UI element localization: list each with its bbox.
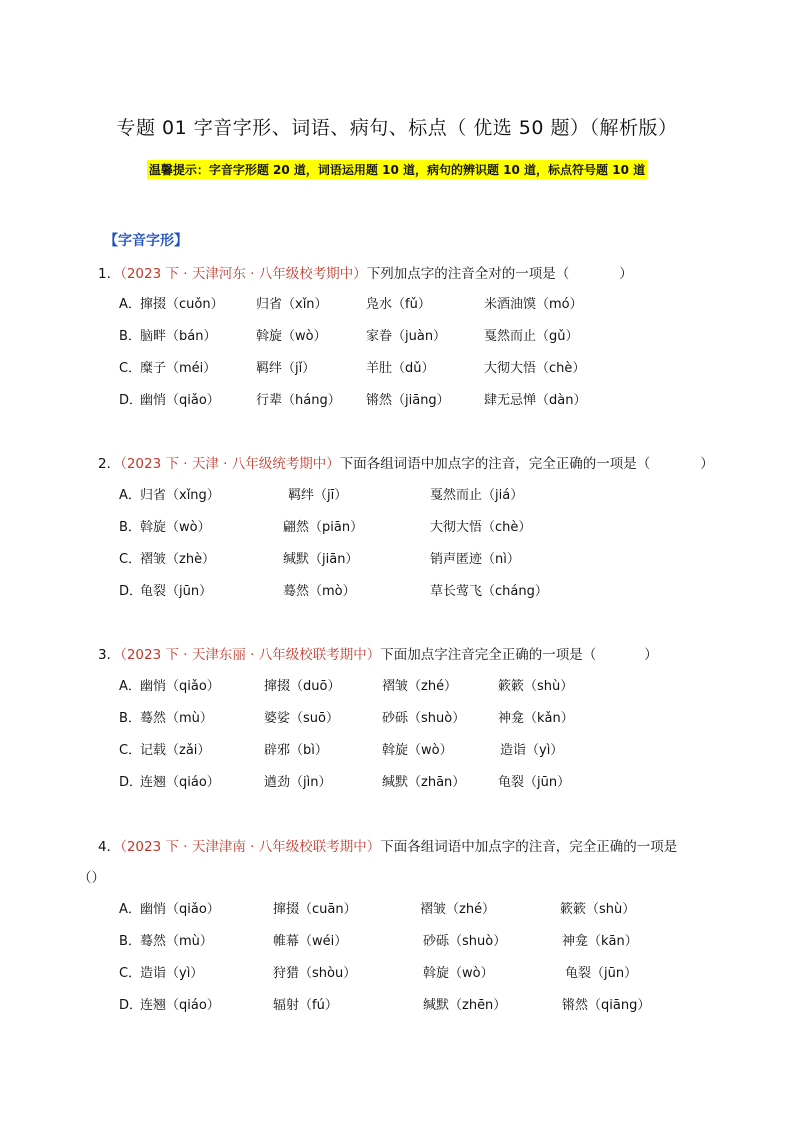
option-item: 造诣（yì） [500,743,564,758]
option-item: 缄默（zhān） [382,775,466,790]
option-item: 缄默（zhēn） [423,998,507,1013]
option-item: 砂砾（shuò） [423,934,507,949]
option-item: 婆娑（suō） [264,711,339,726]
question-number: 2． [98,456,121,472]
option-item: 龟裂（jūn） [498,775,571,790]
option-item: 连翘（qiáo） [140,998,220,1013]
option-item: 凫水（fǔ） [366,297,431,312]
option-item: 幽悄（qiǎo） [140,393,220,408]
option-label: B． [119,520,141,535]
option-item: 米酒油馍（mó） [484,297,583,312]
option-item: 归省（xǐng） [140,488,220,503]
option-label: C． [119,743,142,758]
option-label: A． [119,679,141,694]
option-item: 戛然而止（gǔ） [484,329,579,344]
option-label: A． [119,297,141,312]
blank-close: ） [644,647,658,663]
tip-banner: 温馨提示：字音字形题 20 道，词语运用题 10 道，病句的辨识题 10 道，标点符号题 10 道 [147,160,647,179]
option-item: 撺掇（cuǒn） [140,297,224,312]
question-4-blank-line [78,866,105,886]
blank-close: ） [619,266,633,282]
option-label: A． [119,902,141,917]
option-label: A． [119,488,141,503]
question-text: 下面各组词语中加点字的注音，完全正确的一项是（ [339,456,651,472]
option-item: 蓦然（mò） [283,584,356,599]
option-item: 辟邪（bì） [264,743,328,758]
option-item: 戛然而止（jiá） [430,488,524,503]
option-label: D． [119,998,143,1013]
option-item: 褶皱（zhé） [382,679,458,694]
question-source: （2023 下 · 天津津南 · 八年级校联考期中） [120,839,381,855]
section-heading: 【字音字形】 [104,233,188,249]
option-label: B． [119,711,141,726]
option-label: D． [119,775,143,790]
option-item: 羊肚（dǔ） [366,361,435,376]
question-3 [98,643,658,663]
question-source: （2023 下 · 天津东丽 · 八年级校联考期中） [120,647,381,663]
option-label: C． [119,966,142,981]
option-item: 辐射（fú） [273,998,338,1013]
option-item: 斡旋（wò） [256,329,327,344]
option-item: 记载（zǎi） [140,743,211,758]
option-item: 归省（xǐn） [256,297,328,312]
option-item: 撺掇（duō） [264,679,341,694]
option-item: 斡旋（wò） [140,520,211,535]
option-item: 龟裂（jūn） [140,584,213,599]
question-text: 下面各组词语中加点字的注音，完全正确的一项是 [380,839,678,855]
option-item: 销声匿迹（nì） [430,552,520,567]
option-item: 造诣（yì） [140,966,204,981]
question-1 [98,262,633,282]
option-label: B． [119,934,141,949]
option-item: 褶皱（zhè） [140,552,216,567]
question-number: 4． [98,839,121,855]
option-item: 幽悄（qiǎo） [140,679,220,694]
option-item: 遒劲（jìn） [264,775,332,790]
question-number: 1． [98,266,121,282]
option-item: 狩猎（shòu） [273,966,357,981]
option-item: 连翘（qiáo） [140,775,220,790]
option-item: 蓦然（mù） [140,711,213,726]
option-item: 糜子（méi） [140,361,217,376]
option-item: 帷幕（wéi） [273,934,348,949]
option-item: 锵然（qiāng） [562,998,651,1013]
option-item: 簌簌（shù） [560,902,636,917]
option-label: D． [119,393,143,408]
question-text: 下列加点字的注音全对的一项是（ [366,266,570,282]
option-item: 大彻大悟（chè） [484,361,586,376]
option-item: 大彻大悟（chè） [430,520,532,535]
option-item: 肆无忌惮（dàn） [484,393,587,408]
option-item: 羁绊（jī） [288,488,348,503]
option-item: 斡旋（wò） [382,743,453,758]
question-2 [98,452,714,472]
blank-open: （ [78,870,92,886]
option-label: C． [119,361,142,376]
option-item: 簌簌（shù） [498,679,574,694]
option-item: 褶皱（zhé） [420,902,496,917]
option-item: 草长莺飞（cháng） [430,584,548,599]
option-item: 缄默（jiān） [283,552,359,567]
question-source: （2023 下 · 天津 · 八年级统考期中） [120,456,340,472]
option-label: D． [119,584,143,599]
option-item: 幽悄（qiǎo） [140,902,220,917]
option-item: 龟裂（jūn） [565,966,638,981]
option-item: 蓦然（mù） [140,934,213,949]
question-text: 下面加点字注音完全正确的一项是（ [380,647,597,663]
blank-close: ） [91,870,105,886]
option-item: 砂砾（shuò） [382,711,466,726]
option-item: 行辈（háng） [256,393,341,408]
question-number: 3． [98,647,121,663]
option-item: 锵然（jiāng） [366,393,450,408]
option-item: 家眷（juàn） [366,329,447,344]
question-source: （2023 下 · 天津河东 · 八年级校考期中） [120,266,367,282]
question-4 [98,835,677,855]
option-item: 撺掇（cuān） [273,902,357,917]
tip-row [0,159,794,179]
option-item: 神龛（kān） [562,934,638,949]
option-item: 脑畔（bán） [140,329,217,344]
option-item: 翩然（piān） [283,520,364,535]
option-label: B． [119,329,141,344]
option-item: 斡旋（wò） [423,966,494,981]
blank-close: ） [700,456,714,472]
option-label: C． [119,552,142,567]
option-item: 神龛（kǎn） [498,711,574,726]
page-title: 专题 01 字音字形、词语、病句、标点（ 优选 50 题）（解析版） [116,117,678,139]
option-item: 羁绊（jǐ） [256,361,316,376]
